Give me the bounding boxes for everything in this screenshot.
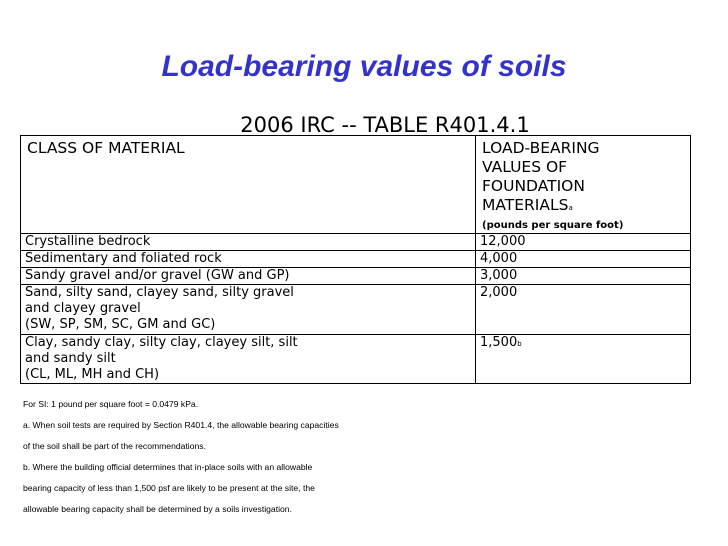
table-notes: [23, 398, 443, 524]
material-cell: [21, 335, 476, 384]
value-text: 1,500: [480, 335, 518, 350]
note-line: of the soil shall be part of the recommendations.: [23, 441, 206, 451]
load-bearing-table: [20, 135, 691, 384]
material-line: Crystalline bedrock: [25, 234, 151, 249]
header-line: LOAD-BEARING: [482, 139, 600, 157]
note-line: b. Where the building official determines that in-place soils with an allowable: [23, 462, 313, 472]
material-cell: [21, 251, 476, 268]
value-cell: [476, 234, 691, 251]
table-row: [21, 268, 691, 285]
material-line: (CL, ML, MH and CH): [25, 367, 160, 382]
material-line: Sand, silty sand, clayey sand, silty gravel: [25, 285, 294, 300]
material-cell: [21, 268, 476, 285]
value-text: 2,000: [480, 285, 518, 300]
slide-title: Load-bearing values of soils: [161, 50, 567, 83]
class-of-material-header: CLASS OF MATERIAL: [21, 136, 476, 234]
table-header-row: [21, 136, 691, 234]
material-line: and clayey gravel: [25, 301, 141, 316]
material-line: Sandy gravel and/or gravel (GW and GP): [25, 268, 290, 283]
table-row: [21, 285, 691, 335]
value-cell: [476, 335, 691, 384]
material-line: Sedimentary and foliated rock: [25, 251, 222, 266]
table-row: [21, 234, 691, 251]
note-line: For SI: 1 pound per square foot = 0.0479 kPa.: [23, 399, 199, 409]
material-cell: [21, 285, 476, 335]
value-text: 3,000: [480, 268, 518, 283]
material-cell: [21, 234, 476, 251]
table-caption: 2006 IRC -- TABLE R401.4.1: [240, 113, 530, 137]
table-row: [21, 251, 691, 268]
note-line: allowable bearing capacity shall be determined by a soils investigation.: [23, 504, 292, 514]
header-line: VALUES OF: [482, 158, 568, 176]
material-line: (SW, SP, SM, SC, GM and GC): [25, 317, 216, 332]
table-row: [21, 335, 691, 384]
value-cell: [476, 285, 691, 335]
value-cell: [476, 268, 691, 285]
load-bearing-header: [476, 136, 691, 234]
footnote-marker: b: [517, 340, 522, 348]
note-line: a. When soil tests are required by Section R401.4, the allowable bearing capacities: [23, 420, 339, 430]
header-line: [482, 196, 690, 218]
unit-label: (pounds per square foot): [482, 220, 624, 231]
value-text: 4,000: [480, 251, 518, 266]
header-line-text: MATERIALS: [482, 196, 569, 214]
value-text: 12,000: [480, 234, 526, 249]
note-line: bearing capacity of less than 1,500 psf are likely to be present at the site, the: [23, 483, 315, 493]
footnote-marker: a: [568, 204, 573, 212]
material-line: and sandy silt: [25, 351, 116, 366]
material-line: Clay, sandy clay, silty clay, clayey silt, silt: [25, 335, 298, 350]
value-cell: [476, 251, 691, 268]
header-line: FOUNDATION: [482, 177, 585, 195]
